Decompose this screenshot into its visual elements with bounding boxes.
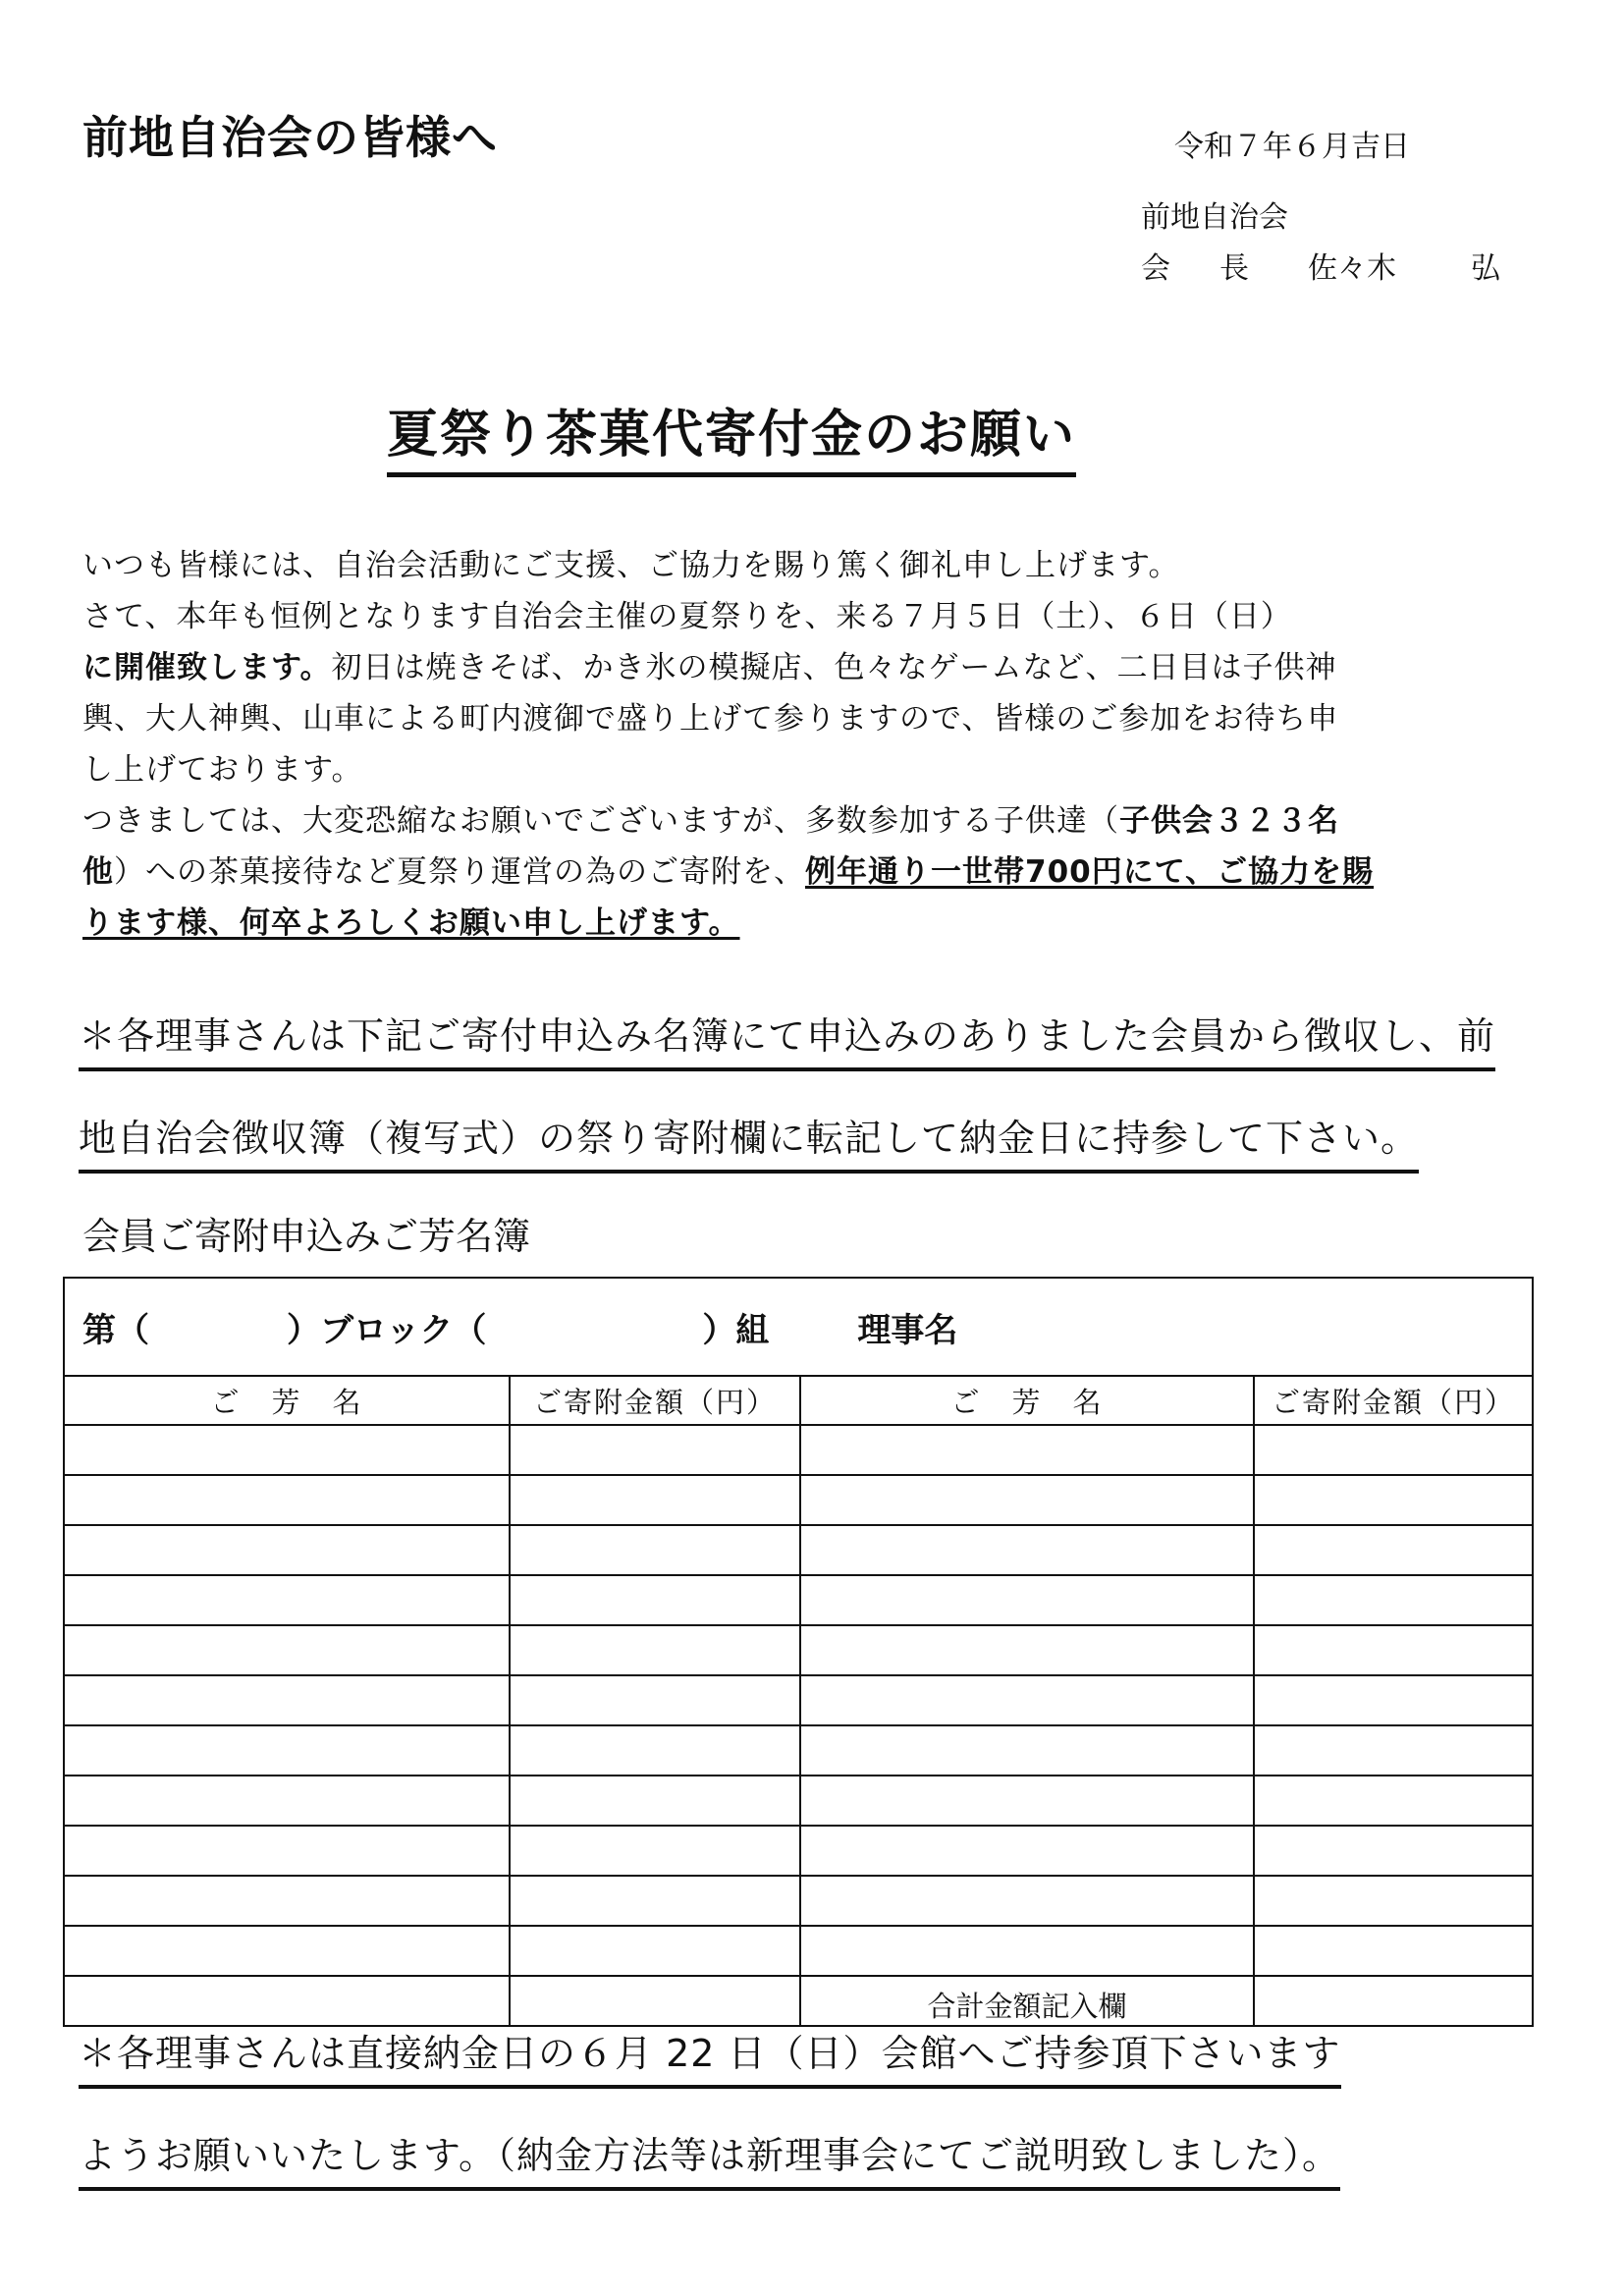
- table-row: [64, 1826, 1533, 1876]
- column-header-amount-2: ご寄附金額（円）: [1254, 1376, 1533, 1425]
- name-cell[interactable]: [800, 1675, 1254, 1725]
- amount-cell[interactable]: [510, 1525, 800, 1575]
- notice-1-line-1: ＊各理事さんは下記ご寄付申込み名簿にて申込みのありました会員から徴収し、前: [79, 1006, 1495, 1071]
- total-row: [64, 1976, 1533, 2026]
- roster-header-row: [64, 1278, 1533, 1376]
- name-cell[interactable]: [64, 1425, 510, 1475]
- name-cell[interactable]: [800, 1425, 1254, 1475]
- table-row: [64, 1926, 1533, 1976]
- name-cell[interactable]: [64, 1575, 510, 1625]
- column-header-name-2: ご 芳 名: [800, 1376, 1254, 1425]
- amount-cell[interactable]: [510, 1625, 800, 1675]
- body-line-4: 輿、大人神輿、山車による町内渡御で盛り上げて参りますので、皆様のご参加をお待ち申: [82, 701, 1339, 737]
- table-row: [64, 1776, 1533, 1826]
- body-line-8-underlined: ります様、何卒よろしくお願い申し上げます。: [82, 905, 740, 941]
- amount-cell[interactable]: [510, 1876, 800, 1926]
- amount-cell[interactable]: [510, 1926, 800, 1976]
- table-row: [64, 1575, 1533, 1625]
- name-cell[interactable]: [800, 1776, 1254, 1826]
- table-row: [64, 1625, 1533, 1675]
- name-cell[interactable]: [64, 1625, 510, 1675]
- amount-cell[interactable]: [1254, 1575, 1533, 1625]
- amount-cell[interactable]: [510, 1826, 800, 1876]
- president-title-1: 会: [1141, 251, 1170, 286]
- name-cell[interactable]: [64, 1876, 510, 1926]
- block-number-label: 第（: [82, 1310, 149, 1350]
- date: 令和７年６月吉日: [1174, 130, 1410, 164]
- name-cell[interactable]: [64, 1475, 510, 1525]
- amount-cell[interactable]: [1254, 1625, 1533, 1675]
- body-line-3: [82, 642, 1337, 686]
- amount-cell[interactable]: [1254, 1525, 1533, 1575]
- amount-cell[interactable]: [510, 1976, 800, 2026]
- president-given-name: 弘: [1471, 251, 1500, 286]
- amount-cell[interactable]: [1254, 1425, 1533, 1475]
- name-cell[interactable]: [800, 1475, 1254, 1525]
- page-title: 夏祭り茶菓代寄付金のお願い: [387, 393, 1076, 477]
- notice-2-line-1: ＊各理事さんは直接納金日の６月 22 日（日）会館へご持参頂下さいます: [79, 2023, 1341, 2089]
- amount-cell[interactable]: [510, 1475, 800, 1525]
- body-line-3-rest: 初日は焼きそば、かき氷の模擬店、色々なゲームなど、二日目は子供神: [331, 650, 1337, 685]
- amount-cell[interactable]: [510, 1776, 800, 1826]
- body-line-3-bold: に開催致します。: [82, 650, 332, 685]
- roster-column-headers: [64, 1376, 1533, 1425]
- body-line-6: [82, 795, 1339, 840]
- roster-table: [63, 1277, 1534, 2027]
- block-label: ）ブロック（: [287, 1310, 487, 1350]
- table-row: [64, 1525, 1533, 1575]
- total-amount-cell[interactable]: [1254, 1976, 1533, 2026]
- name-cell[interactable]: [800, 1725, 1254, 1776]
- body-line-1: いつも皆様には、自治会活動にご支援、ご協力を賜り篤く御礼申し上げます。: [82, 548, 1180, 583]
- amount-cell[interactable]: [510, 1725, 800, 1776]
- amount-cell[interactable]: [1254, 1926, 1533, 1976]
- body-line-7: [82, 847, 1374, 891]
- table-row: [64, 1675, 1533, 1725]
- notice-1-line-2: 地自治会徴収簿（複写式）の祭り寄附欄に転記して納金日に持参して下さい。: [79, 1108, 1419, 1174]
- amount-cell[interactable]: [1254, 1826, 1533, 1876]
- total-amount-label: 合計金額記入欄: [800, 1976, 1254, 2026]
- name-cell[interactable]: [64, 1976, 510, 2026]
- name-cell[interactable]: [64, 1675, 510, 1725]
- name-cell[interactable]: [64, 1725, 510, 1776]
- body-line-6-a: つきましては、大変恐縮なお願いでございますが、多数参加する子供達（: [82, 803, 1119, 839]
- table-row: [64, 1876, 1533, 1926]
- roster-title: 会員ご寄附申込みご芳名簿: [82, 1215, 531, 1258]
- kumi-label: ）組: [702, 1310, 770, 1350]
- notice-2-line-2: ようお願いいたします。（納金方法等は新理事会にてご説明致しました）。: [79, 2125, 1340, 2191]
- amount-cell[interactable]: [510, 1575, 800, 1625]
- name-cell[interactable]: [800, 1926, 1254, 1976]
- body-line-2: さて、本年も恒例となります自治会主催の夏祭りを、来る７月５日（土）、６日（日）: [82, 599, 1292, 634]
- name-cell[interactable]: [64, 1826, 510, 1876]
- name-cell[interactable]: [64, 1525, 510, 1575]
- name-cell[interactable]: [800, 1625, 1254, 1675]
- body-line-7-b: ）への茶菓接待など夏祭り運営の為のご寄附を、: [114, 854, 805, 890]
- body-line-5: し上げております。: [82, 752, 363, 788]
- table-row: [64, 1725, 1533, 1776]
- column-header-amount-1: ご寄附金額（円）: [510, 1376, 800, 1425]
- column-header-name-1: ご 芳 名: [64, 1376, 510, 1425]
- addressee: 前地自治会の皆様へ: [82, 111, 498, 164]
- name-cell[interactable]: [800, 1826, 1254, 1876]
- director-name-label: 理事名: [857, 1310, 958, 1350]
- amount-cell[interactable]: [1254, 1876, 1533, 1926]
- amount-cell[interactable]: [1254, 1725, 1533, 1776]
- name-cell[interactable]: [800, 1575, 1254, 1625]
- amount-cell[interactable]: [510, 1675, 800, 1725]
- table-row: [64, 1475, 1533, 1525]
- organization: 前地自治会: [1141, 200, 1288, 235]
- body-line-8: [82, 898, 740, 942]
- president-surname: 佐々木: [1308, 251, 1396, 286]
- amount-cell[interactable]: [1254, 1475, 1533, 1525]
- amount-cell[interactable]: [510, 1425, 800, 1475]
- amount-cell[interactable]: [1254, 1776, 1533, 1826]
- name-cell[interactable]: [64, 1926, 510, 1976]
- president-title-2: 長: [1219, 251, 1249, 286]
- amount-cell[interactable]: [1254, 1675, 1533, 1725]
- roster-header-cell: [64, 1278, 1533, 1376]
- body-line-7-a: 他: [82, 854, 114, 890]
- body-line-7-underlined: 例年通り一世帯700円にて、ご協力を賜: [805, 854, 1375, 890]
- name-cell[interactable]: [64, 1776, 510, 1826]
- body-line-6-b: 子供会３２３名: [1119, 803, 1339, 839]
- table-row: [64, 1425, 1533, 1475]
- name-cell[interactable]: [800, 1525, 1254, 1575]
- name-cell[interactable]: [800, 1876, 1254, 1926]
